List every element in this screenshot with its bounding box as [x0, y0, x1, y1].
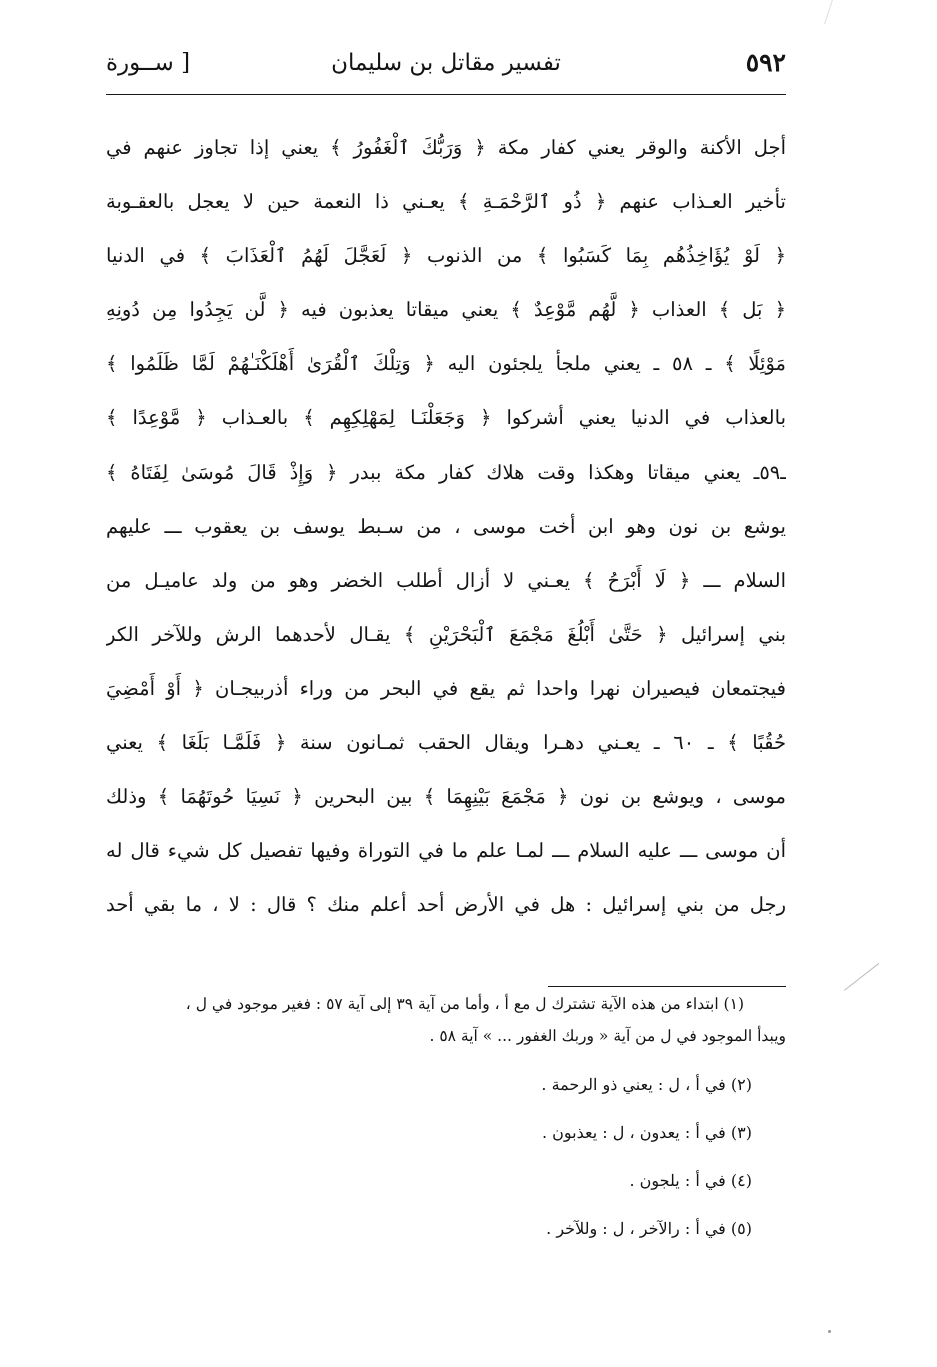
margin-speck	[828, 1330, 831, 1333]
footnote-2: (٢) في أ ، ل : يعني ذو الرحمة .	[541, 1075, 752, 1094]
commentary-text	[106, 121, 786, 932]
text-line: مَوْئِلًا ﴾ ـ ٥٨ ـ يعني ملجأ يلجئون اليه ﴿ وَتِلْكَ ٱلْقُرَىٰ أَهْلَكْنَـٰهُمْ لَمَّا ظَلَمُوا ﴾	[106, 352, 786, 376]
text-line: حُقُبًا ﴾ ـ ٦٠ ـ يعـني دهـرا ويقال الحقب ثمـانون سنة ﴿ فَلَمَّـا بَلَغَا ﴾ يعني	[106, 731, 786, 755]
text-line: فيجتمعان فيصيران نهرا واحدا ثم يقع في البحر من وراء أذربيجـان ﴿ أَوْ أَمْضِيَ	[106, 676, 786, 700]
text-line: أن موسى ـــ عليه السلام ـــ لمـا علم ما في التوراة وفيها تفصيل كل شيء قال له	[106, 839, 786, 863]
margin-pencil-mark	[824, 0, 851, 24]
surah-heading: [ ســورة	[106, 50, 191, 76]
footnote-3: (٣) في أ : يعدون ، ل : يعذبون .	[541, 1123, 752, 1142]
text-line: ﴿ لَوْ يُؤَاخِذُهُم بِمَا كَسَبُوا ﴾ من الذنوب ﴿ لَعَجَّلَ لَهُمُ ٱلْعَذَابَ ﴾ في الدنيا	[106, 244, 786, 268]
text-line: موسى ، ويوشع بن نون ﴿ مَجْمَعَ بَيْنِهِمَا ﴾ بين البحرين ﴿ نَسِيَا حُوتَهُمَا ﴾ وذلك	[106, 785, 786, 809]
book-title: تفسير مقاتل بن سليمان	[331, 50, 561, 76]
footnote-1-continued: ويبدأ الموجود في ل من آية « وربك الغفور ... » آية ٥٨ .	[429, 1027, 786, 1045]
footnote-1: (١) ابتداء من هذه الآية تشترك ل مع أ ، وأما من آية ٣٩ إلى آية ٥٧ : فغير موجود في ل ،	[185, 995, 744, 1013]
footnote-5: (٥) في أ : رالآخر ، ل : وللآخر .	[546, 1219, 752, 1238]
footnote-4: (٤) في أ : يلجون .	[629, 1171, 752, 1190]
margin-pencil-mark	[844, 963, 879, 991]
text-line: ـ٥٩ـ يعني ميقاتا وهكذا وقت هلاك كفار مكة ببدر ﴿ وَإِذْ قَالَ مُوسَىٰ لِفَتَاهُ ﴾	[106, 460, 786, 484]
text-line: ﴿ بَل ﴾ العذاب ﴿ لَّهُم مَّوْعِدٌ ﴾ يعني ميقاتا يعذبون فيه ﴿ لَّن يَجِدُوا مِن دُونِهِ	[106, 298, 786, 322]
text-line: تأخير العـذاب عنهم ﴿ ذُو ٱلرَّحْمَـةِ ﴾ يعـني ذا النعمة حين لا يعجل بالعقـوبة	[106, 190, 786, 214]
text-line: السلام ـــ ﴿ لَا أَبْرَحُ ﴾ يعـني لا أزال أطلب الخضر وهو من ولد عاميـل من	[106, 568, 786, 592]
footnotes	[106, 987, 786, 1253]
header-rule	[106, 94, 786, 95]
running-head	[106, 44, 786, 90]
text-line: بالعذاب في الدنيا يعني أشركوا ﴿ وَجَعَلْنَـا لِمَهْلِكِهِم ﴾ بالعـذاب ﴿ مَّوْعِدًا ﴾	[106, 406, 786, 430]
text-line: رجل من بني إسرائيل : هل في الأرض أحد أعلم منك ؟ قال : لا ، ما بقي أحد	[106, 893, 786, 917]
page-number: ٥٩٢	[745, 48, 786, 77]
text-line: أجل الأكنة والوقر يعني كفار مكة ﴿ وَرَبُّكَ ٱلْغَفُورُ ﴾ يعني إذا تجاوز عنهم في	[106, 136, 786, 159]
text-line: يوشع بن نون وهو ابن أخت موسى ، من سـبط يوسف بن يعقوب ـــ عليهم	[106, 514, 786, 538]
text-line: بني إسرائيل ﴿ حَتَّىٰ أَبْلُغَ مَجْمَعَ ٱلْبَحْرَيْنِ ﴾ يقـال لأحدهما الرش وللآخر الكر	[106, 622, 786, 646]
